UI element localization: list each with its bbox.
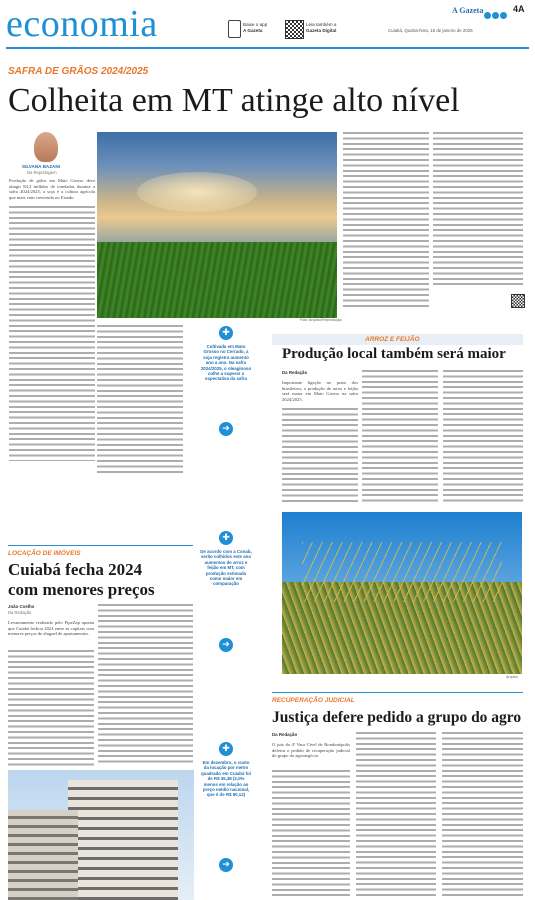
imoveis-author: João Coelho	[8, 604, 35, 609]
building-photo	[8, 770, 194, 900]
app-label: Baixe o app A Gazeta	[243, 22, 268, 33]
camera-icon: ✚	[219, 326, 233, 340]
brand-logo: A Gazeta	[452, 6, 484, 15]
arrow-icon-3: ➔	[219, 858, 233, 872]
author-name: SILVANA BAZANI	[22, 164, 60, 169]
agro-rule	[272, 692, 523, 693]
main-photo-credit: Foto: Arquivo/Reprodução	[300, 318, 342, 322]
masthead-rule	[6, 47, 529, 49]
twitter-icon[interactable]	[500, 12, 507, 19]
main-body-col2	[97, 325, 183, 475]
arroz-byline: Da Redação	[282, 370, 308, 375]
page-number: 4A	[513, 4, 525, 14]
arroz-body-lead: Importante ligação no prato dos brasileiros, a produção de arroz e feijão será maior em Mato Grosso na safra 2024/2025.	[282, 380, 358, 402]
chart-icon: ✚	[219, 531, 233, 545]
main-body-col4	[433, 132, 523, 287]
phone-icon	[228, 20, 241, 38]
facebook-icon[interactable]	[484, 12, 491, 19]
agro-body-lead: O juiz da 4ª Vara Cível de Rondonópolis deferiu o pedido de recuperação judicial do grupo do agronegócio.	[272, 742, 350, 759]
author-role: Da Reportagem	[27, 170, 57, 175]
rice-photo-credit: Arquivo	[506, 675, 519, 679]
agro-kicker: RECUPERAÇÃO JUDICIAL	[272, 697, 355, 704]
main-headline: Colheita em MT atinge alto nível	[8, 82, 460, 119]
money-icon: ✚	[219, 742, 233, 756]
arrow-icon-2: ➔	[219, 638, 233, 652]
agro-byline: Da Redação	[272, 732, 298, 737]
agro-body-col3	[442, 732, 523, 898]
qr-code-footer-icon[interactable]	[511, 294, 525, 308]
imoveis-rule	[8, 545, 193, 546]
imoveis-headline-line-2: com menores preços	[8, 580, 155, 599]
section-title: economia	[6, 3, 158, 45]
mid-side-caption: De acordo com a Conab, serão colhidos este ano aumentos de arroz e feijão em MT, com produção estimada como maior em comparação	[200, 549, 252, 587]
main-body-lead: Produção de grãos em Mato Grosso deve atingir 84,3 milhões de toneladas durante a safra 2024/2025, a soja é a cultura agrícola que mais vem crescendo no Estado.	[9, 178, 95, 200]
agro-headline: Justiça defere pedido a grupo do agro	[272, 709, 522, 726]
main-kicker: SAFRA DE GRÃOS 2024/2025	[8, 66, 149, 77]
soy-field-photo	[97, 132, 337, 318]
rice-plant-photo	[282, 512, 522, 674]
masthead	[0, 0, 535, 52]
imoveis-body-col1	[8, 650, 94, 766]
instagram-icon[interactable]	[492, 12, 499, 19]
imoveis-headline	[8, 560, 155, 600]
arroz-body-col2	[362, 370, 438, 504]
arrow-icon: ➔	[219, 422, 233, 436]
qr-code-icon[interactable]	[285, 20, 304, 39]
imoveis-body-lead: Levantamento realizado pelo FipeZap aponta que Cuiabá fechou 2024 entre as capitais com menores preços de aluguel de apartamentos.	[8, 620, 94, 637]
arroz-kicker: ARROZ E FEIJÃO	[365, 336, 420, 343]
social-icons	[484, 6, 507, 24]
date-line: Cuiabá, Quarta-feira, 15 de janeiro de 2025	[388, 28, 473, 33]
imoveis-author-role: Da Redação	[8, 610, 32, 615]
arroz-body-col3	[443, 370, 523, 504]
imoveis-body-col2	[98, 604, 193, 764]
imoveis-kicker: LOCAÇÃO DE IMÓVEIS	[8, 550, 81, 557]
imoveis-headline-line-1: Cuiabá fecha 2024	[8, 560, 143, 579]
agro-body-col1	[272, 770, 350, 898]
main-side-caption: Cultivada em Mato Grosso no Cerrado, a soja registra aumento ano a ano. Na safra 2024/2025, o oleaginoso colhe a superar a expectativa da safra	[200, 344, 252, 382]
digital-label: Leia também a Gazeta Digital	[306, 22, 337, 33]
author-photo	[34, 132, 58, 162]
main-body-col1	[9, 206, 95, 461]
arroz-headline: Produção local também será maior	[282, 346, 506, 362]
agro-body-col2	[356, 732, 436, 898]
main-body-col3	[343, 132, 429, 310]
imoveis-side-caption: Em dezembro, o custo da locação por metro quadrado em Cuiabá foi de R$ 35,38 (2,0% menos em relação ao preço médio nacional, que é de R$ 50,12)	[200, 760, 251, 798]
arroz-body-col1	[282, 408, 358, 504]
